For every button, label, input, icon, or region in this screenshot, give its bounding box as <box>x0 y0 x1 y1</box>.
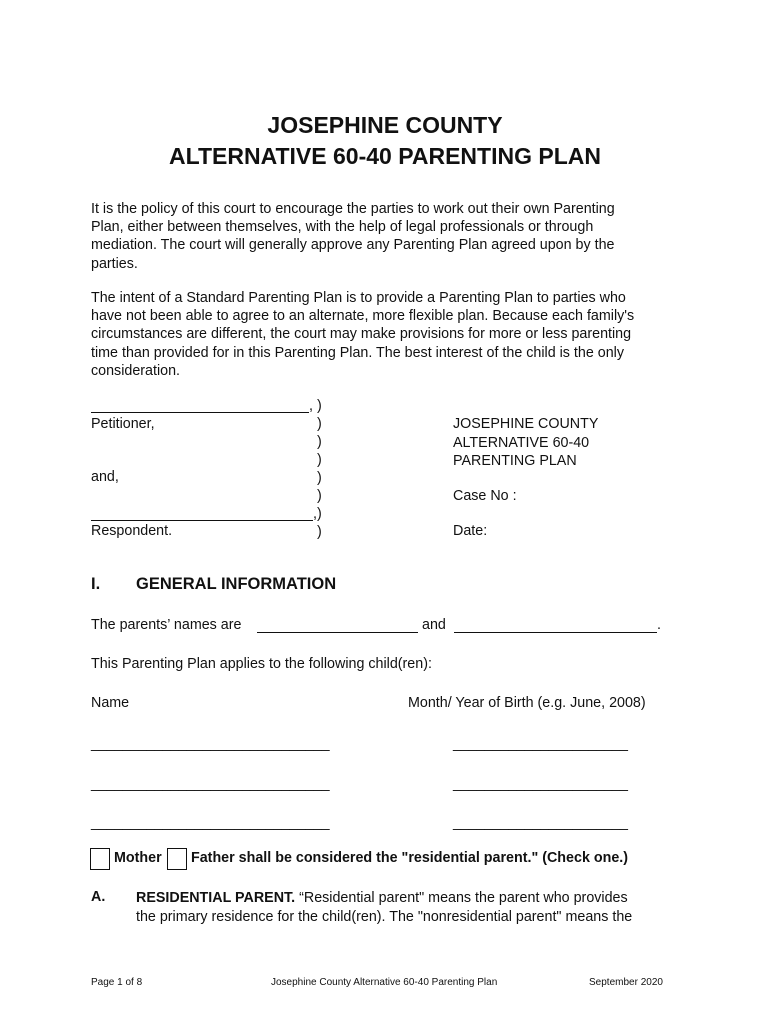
child-name-blank[interactable]: ______________________________ <box>91 776 330 792</box>
column-header-birth: Month/ Year of Birth (e.g. June, 2008) <box>408 695 646 711</box>
parents-names-and: and <box>422 617 446 633</box>
text-line: parties. <box>91 255 138 272</box>
parents-names-period: . <box>657 617 661 633</box>
subsection-heading: RESIDENTIAL PARENT. <box>136 890 296 906</box>
caption-paren: ) <box>317 524 322 540</box>
child-birth-blank[interactable]: ______________________ <box>453 815 628 831</box>
father-label: Father shall be considered the "residential parent." (Check one.) <box>191 850 629 866</box>
text-line: ALTERNATIVE 60-40 <box>453 434 590 451</box>
caption-paren: ) <box>317 488 322 504</box>
text-line: have not been able to agree to an alternate, more flexible plan. Because each family's <box>91 308 635 325</box>
text-line: The intent of a Standard Parenting Plan is to provide a Parenting Plan to parties who <box>91 290 626 306</box>
text-line: consideration. <box>91 362 181 379</box>
footer-document-name: Josephine County Alternative 60-40 Parenting Plan <box>271 977 498 988</box>
section-number: I. <box>91 575 101 593</box>
text-line: the primary residence for the child(ren). The "nonresidential parent" means the <box>136 909 633 925</box>
subsection-a-text <box>136 889 676 927</box>
parent1-name-line[interactable] <box>257 632 418 633</box>
caption-right-block <box>453 415 598 471</box>
petitioner-name-line[interactable] <box>91 412 309 413</box>
section-heading: GENERAL INFORMATION <box>136 575 337 593</box>
child-birth-blank[interactable]: ______________________ <box>453 776 628 792</box>
parent2-name-line[interactable] <box>454 632 657 633</box>
caption-paren: ) <box>317 470 322 486</box>
father-checkbox[interactable] <box>167 848 187 870</box>
text-line: time than provided for in this Parenting Plan. The best interest of the child is the only <box>91 344 624 361</box>
caption-comma-paren: , ) <box>309 398 322 414</box>
text-line: Plan, either between themselves, with the help of legal professionals or through <box>91 219 594 236</box>
text-line <box>136 889 676 908</box>
caption-paren: ) <box>317 452 322 468</box>
children-intro: This Parenting Plan applies to the following child(ren): <box>91 656 432 672</box>
intro-paragraph-2 <box>91 289 671 380</box>
and-label: and, <box>91 469 119 485</box>
text-line: It is the policy of this court to encourage the parties to work out their own Parenting <box>91 201 615 217</box>
intro-paragraph-1 <box>91 200 671 273</box>
petitioner-label: Petitioner, <box>91 416 155 432</box>
child-name-blank[interactable]: ______________________________ <box>91 736 330 752</box>
mother-label: Mother <box>114 850 162 866</box>
text-line: mediation. The court will generally approve any Parenting Plan agreed upon by the <box>91 237 615 254</box>
date-label: Date: <box>453 523 488 539</box>
respondent-label: Respondent. <box>91 523 173 539</box>
subsection-text-start: “Residential parent" means the parent who provides <box>295 890 628 906</box>
text-line: circumstances are different, the court may make provisions for more or less parenting <box>91 326 632 343</box>
column-header-name: Name <box>91 695 130 711</box>
subsection-letter: A. <box>91 889 106 905</box>
caption-paren: ) <box>317 434 322 450</box>
case-no-label: Case No : <box>453 488 517 504</box>
caption-paren: ) <box>317 416 322 432</box>
caption-comma-paren: ,) <box>313 506 322 522</box>
mother-checkbox[interactable] <box>90 848 110 870</box>
child-name-blank[interactable]: ______________________________ <box>91 815 330 831</box>
footer-date: September 2020 <box>589 977 663 988</box>
page-title-line2: ALTERNATIVE 60-40 PARENTING PLAN <box>169 143 601 169</box>
text-line: PARENTING PLAN <box>453 453 577 469</box>
child-birth-blank[interactable]: ______________________ <box>453 736 628 752</box>
respondent-name-line[interactable] <box>91 520 313 521</box>
parents-names-prefix: The parents’ names are <box>91 617 242 633</box>
page-title-line1: JOSEPHINE COUNTY <box>267 112 503 138</box>
text-line: JOSEPHINE COUNTY <box>453 416 599 432</box>
footer-page-number: Page 1 of 8 <box>91 977 143 988</box>
